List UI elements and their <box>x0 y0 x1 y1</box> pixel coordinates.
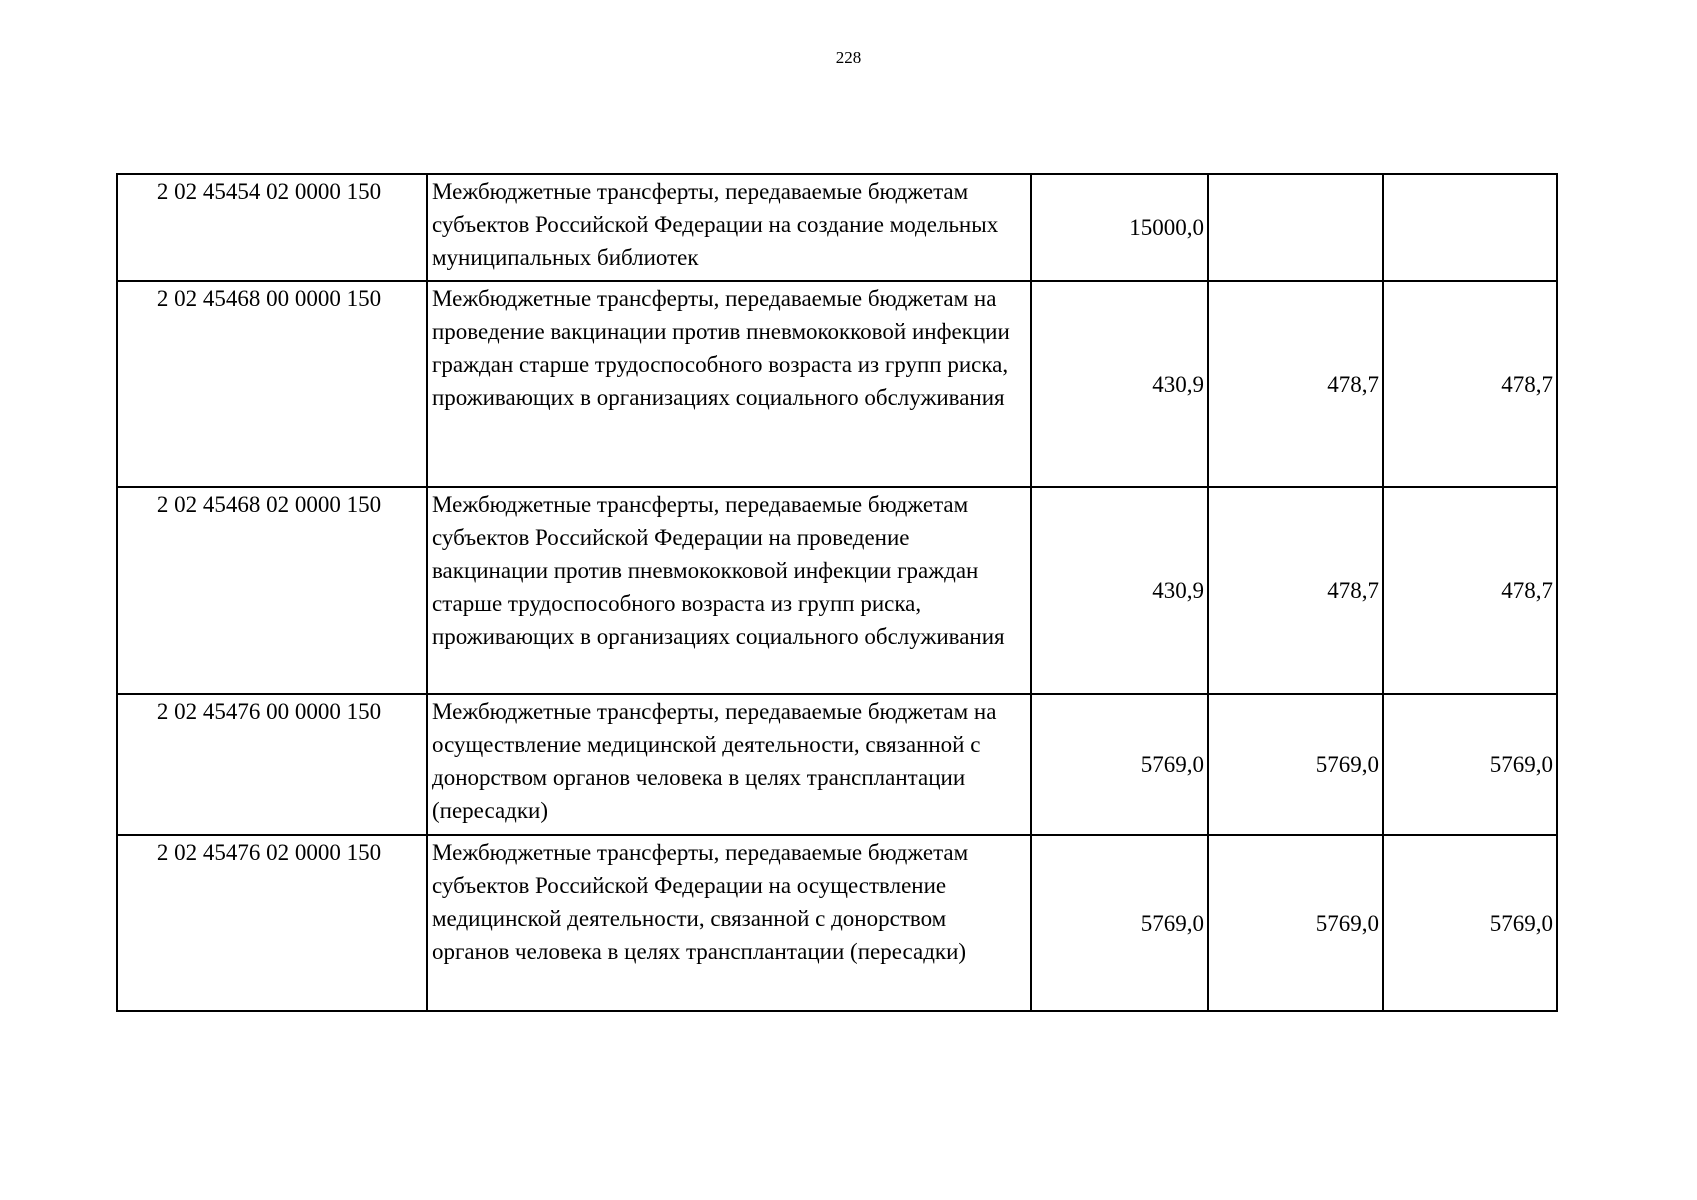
table-row <box>117 487 1557 694</box>
value-cell-1: 5769,0 <box>1031 835 1208 1011</box>
budget-table <box>116 173 1558 1012</box>
budget-code-cell: 2 02 45476 00 0000 150 <box>117 694 427 835</box>
description-cell: Межбюджетные трансферты, передаваемые бюджетам субъектов Российской Федерации на создание модельных муниципальных библиотек <box>427 174 1031 281</box>
value-cell-1: 430,9 <box>1031 487 1208 694</box>
value-cell-2: 5769,0 <box>1208 835 1383 1011</box>
budget-code-cell: 2 02 45476 02 0000 150 <box>117 835 427 1011</box>
value-cell-2 <box>1208 174 1383 281</box>
description-cell: Межбюджетные трансферты, передаваемые бюджетам на осуществление медицинской деятельности, связанной с донорством органов человека в целях трансплантации (пересадки) <box>427 694 1031 835</box>
value-cell-3 <box>1383 174 1557 281</box>
value-cell-2: 5769,0 <box>1208 694 1383 835</box>
budget-code-cell: 2 02 45468 00 0000 150 <box>117 281 427 487</box>
value-cell-2: 478,7 <box>1208 281 1383 487</box>
value-cell-3: 5769,0 <box>1383 835 1557 1011</box>
table-row <box>117 281 1557 487</box>
table-row <box>117 835 1557 1011</box>
page-number: 228 <box>835 48 862 67</box>
value-cell-1: 5769,0 <box>1031 694 1208 835</box>
value-cell-2: 478,7 <box>1208 487 1383 694</box>
description-cell: Межбюджетные трансферты, передаваемые бюджетам субъектов Российской Федерации на осуществление медицинской деятельности, связанной с донорством органов человека в целях трансплантации (пересадки) <box>427 835 1031 1011</box>
value-cell-3: 478,7 <box>1383 487 1557 694</box>
value-cell-1: 15000,0 <box>1031 174 1208 281</box>
value-cell-3: 478,7 <box>1383 281 1557 487</box>
table-row <box>117 174 1557 281</box>
budget-code-cell: 2 02 45454 02 0000 150 <box>117 174 427 281</box>
description-cell: Межбюджетные трансферты, передаваемые бюджетам на проведение вакцинации против пневмококковой инфекции граждан старше трудоспособного возраста из групп риска, проживающих в организациях социального обслуживания <box>427 281 1031 487</box>
value-cell-1: 430,9 <box>1031 281 1208 487</box>
description-cell: Межбюджетные трансферты, передаваемые бюджетам субъектов Российской Федерации на проведение вакцинации против пневмококковой инфекции граждан старше трудоспособного возраста из групп риска, проживающих в организациях социального обслуживания <box>427 487 1031 694</box>
table-row <box>117 694 1557 835</box>
value-cell-3: 5769,0 <box>1383 694 1557 835</box>
budget-code-cell: 2 02 45468 02 0000 150 <box>117 487 427 694</box>
